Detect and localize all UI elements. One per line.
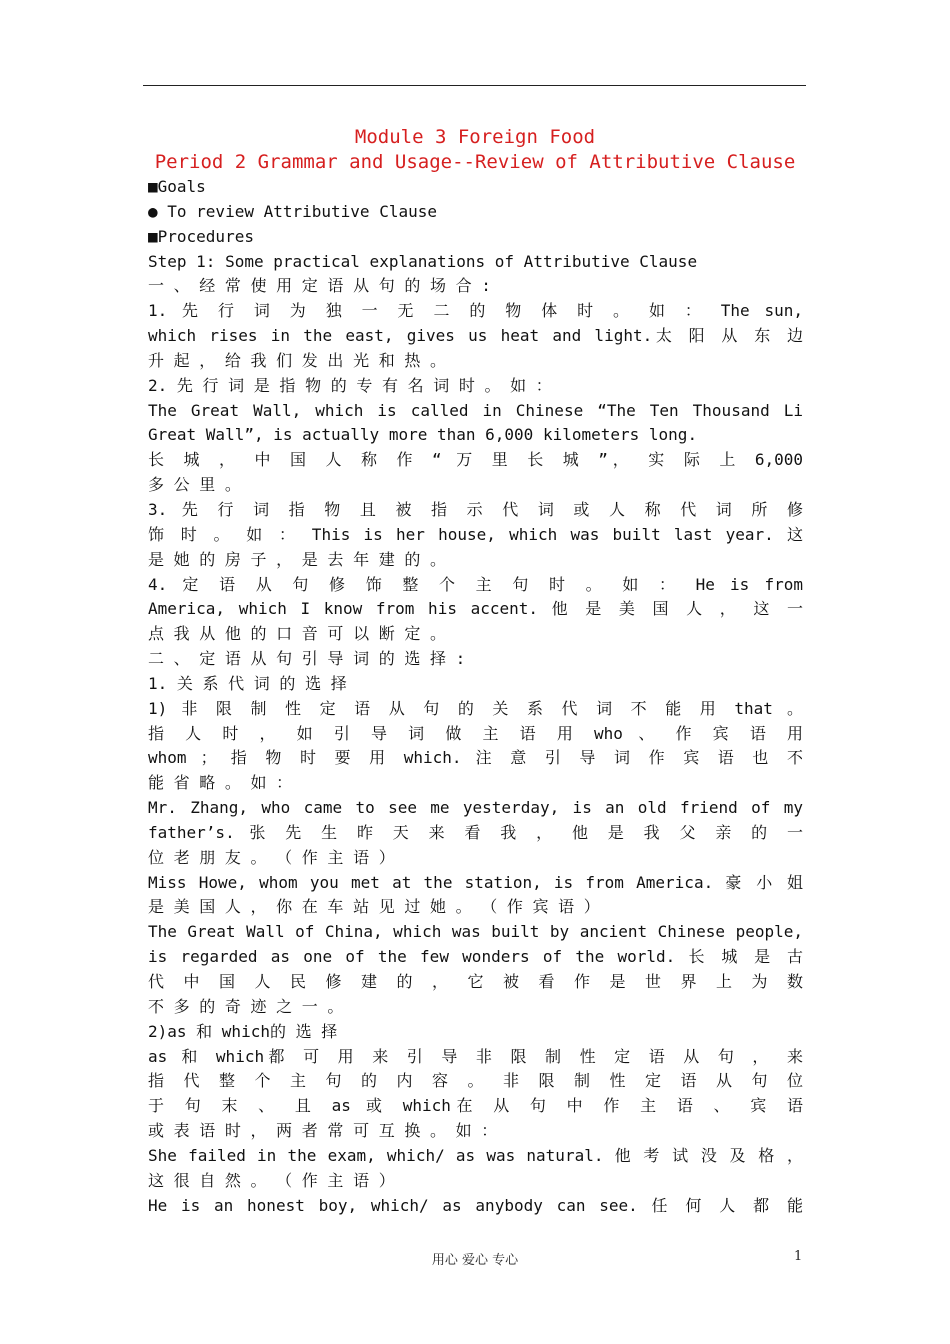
text-line: ● To review Attributive Clause	[148, 201, 437, 221]
text-line: 不 多 的 奇 迹 之 一 。	[148, 996, 344, 1016]
text-line: America, which I know from his accent. 他 是 美 国 人 ， 这 一	[148, 599, 803, 619]
text-line: Miss Howe, whom you met at the station, is from America. 豪 小 姐	[148, 872, 803, 892]
text-line: Great Wall”, is actually more than 6,000 kilometers long.	[148, 425, 698, 445]
text-line: Mr. Zhang, who came to see me yesterday, is an old friend of my	[148, 798, 803, 818]
text-line: 饰 时 。 如 ： This is her house, which was built last year. 这	[148, 524, 803, 544]
text-line: ■Goals	[148, 177, 206, 196]
text-line: 点 我 从 他 的 口 音 可 以 断 定 。	[148, 624, 446, 644]
text-line: ■Procedures	[148, 226, 254, 246]
header-rule	[143, 85, 806, 86]
text-line: 指 人 时 ， 如 引 导 词 做 主 语 用 who 、 作 宾 语 用	[148, 723, 803, 743]
text-line: 或 表 语 时 ， 两 者 常 可 互 换 。 如 ：	[148, 1121, 498, 1141]
text-line: The Great Wall, which is called in Chinese “The Ten Thousand Li	[148, 400, 803, 420]
text-line: whom ； 指 物 时 要 用 which. 注 意 引 导 词 作 宾 语 也 不	[148, 748, 803, 768]
text-line: is regarded as one of the few wonders of the world. 长 城 是 古	[148, 947, 803, 967]
text-line: 长 城 ， 中 国 人 称 作 “ 万 里 长 城 ”， 实 际 上 6,000	[148, 450, 803, 470]
text-line: 2. 先 行 词 是 指 物 的 专 有 名 词 时 。 如 ：	[148, 375, 552, 395]
text-line: 1) 非 限 制 性 定 语 从 句 的 关 系 代 词 不 能 用 that 。	[148, 698, 803, 718]
page-number: 1	[794, 1249, 803, 1264]
text-line: 一 、 经 常 使 用 定 语 从 句 的 场 合 :	[148, 276, 491, 296]
text-line: 二 、 定 语 从 句 引 导 词 的 选 择 :	[148, 649, 466, 669]
text-line: 代 中 国 人 民 修 建 的 ， 它 被 看 作 是 世 界 上 为 数	[148, 972, 803, 991]
text-line: 多 公 里 。	[148, 475, 241, 495]
text-line: 能 省 略 。 如 ：	[148, 773, 293, 793]
text-line: He is an honest boy, which/ as anybody can see. 任 何 人 都 能	[148, 1195, 803, 1215]
document-title: Module 3 Foreign Food	[354, 126, 596, 148]
body-text	[148, 175, 803, 1218]
text-line: 4. 定 语 从 句 修 饰 整 个 主 句 时 。 如 ： He is from	[148, 574, 803, 594]
text-line: 位 老 朋 友 。 （ 作 主 语 ）	[148, 847, 395, 867]
text-line: 3. 先 行 词 指 物 且 被 指 示 代 词 或 人 称 代 词 所 修	[148, 499, 803, 519]
text-line: father’s. 张 先 生 昨 天 来 看 我 ， 他 是 我 父 亲 的 一	[148, 822, 803, 842]
text-line: which rises in the east, gives us heat and light.太 阳 从 东 边	[148, 326, 803, 346]
text-line: 于 句 末 、 且 as 或 which在 从 句 中 作 主 语 、 宾 语	[148, 1096, 803, 1116]
document-subtitle: Period 2 Grammar and Usage--Review of Attributive Clause	[154, 151, 796, 173]
text-line: The Great Wall of China, which was built by ancient Chinese people,	[148, 922, 803, 942]
text-line: She failed in the exam, which/ as was natural. 他 考 试 没 及 格 ，	[148, 1145, 803, 1165]
text-line: 是 美 国 人 ， 你 在 车 站 见 过 她 。 （ 作 宾 语 ）	[148, 897, 600, 917]
text-line: 升 起 ， 给 我 们 发 出 光 和 热 。	[148, 350, 446, 370]
text-line: 是 她 的 房 子 ， 是 去 年 建 的 。	[148, 549, 446, 569]
text-line: 1. 关 系 代 词 的 选 择	[148, 673, 347, 693]
text-line: 这 很 自 然 。 （ 作 主 语 ）	[148, 1170, 395, 1190]
page-footer: 用心 爱心 专心	[431, 1253, 519, 1268]
text-line: 2)as 和 which的 选 择	[148, 1021, 338, 1041]
text-line: Step 1: Some practical explanations of Attributive Clause	[148, 251, 698, 271]
text-line: 指 代 整 个 主 句 的 内 容 。 非 限 制 性 定 语 从 句 位	[148, 1071, 803, 1091]
text-line: as 和 which都 可 用 来 引 导 非 限 制 性 定 语 从 句 ， 来	[148, 1046, 803, 1066]
text-line: 1. 先 行 词 为 独 一 无 二 的 物 体 时 。 如 ： The sun,	[148, 301, 803, 321]
